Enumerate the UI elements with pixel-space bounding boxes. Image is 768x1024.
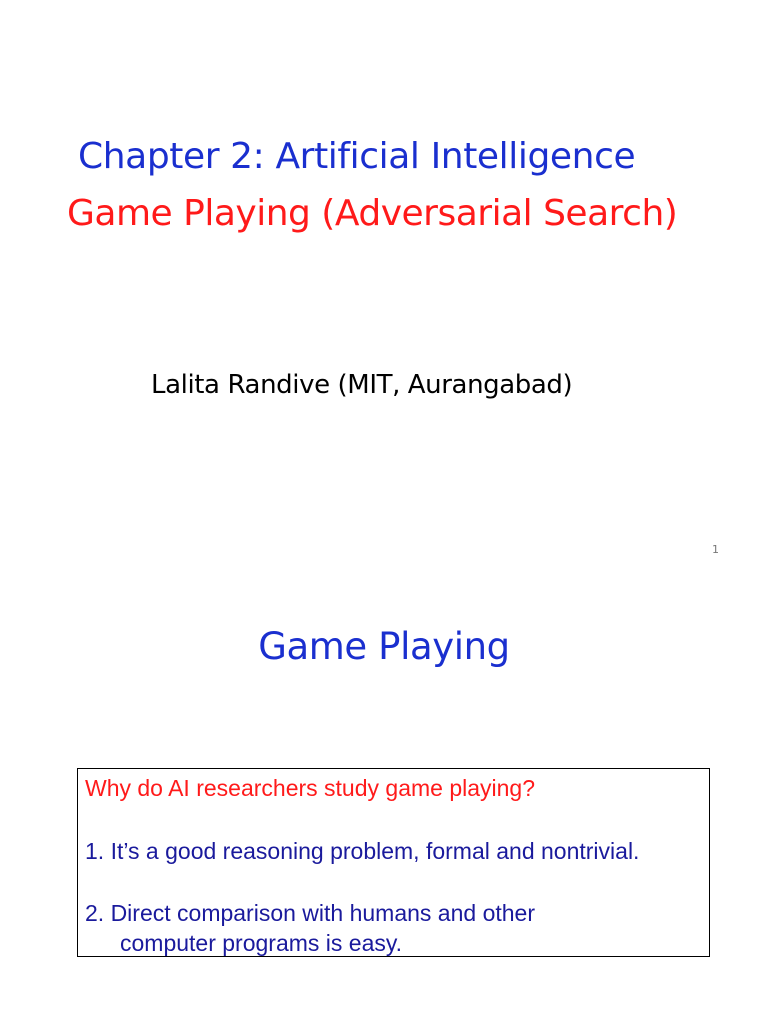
slide-subtitle: Game Playing (Adversarial Search) bbox=[67, 193, 678, 234]
box-point-2-continuation: computer programs is easy. bbox=[120, 930, 403, 956]
page-number: 1 bbox=[712, 543, 719, 556]
slide-2 bbox=[0, 575, 768, 1024]
author-line: Lalita Randive (MIT, Aurangabad) bbox=[151, 370, 573, 400]
page-title: Game Playing bbox=[258, 625, 510, 668]
box-point-1: 1. It’s a good reasoning problem, formal and nontrivial. bbox=[85, 838, 640, 864]
box-point-2: 2. Direct comparison with humans and other bbox=[85, 900, 535, 926]
text-box bbox=[77, 768, 710, 957]
chapter-title: Chapter 2: Artificial Intelligence bbox=[78, 136, 636, 177]
box-question: Why do AI researchers study game playing? bbox=[85, 775, 536, 801]
